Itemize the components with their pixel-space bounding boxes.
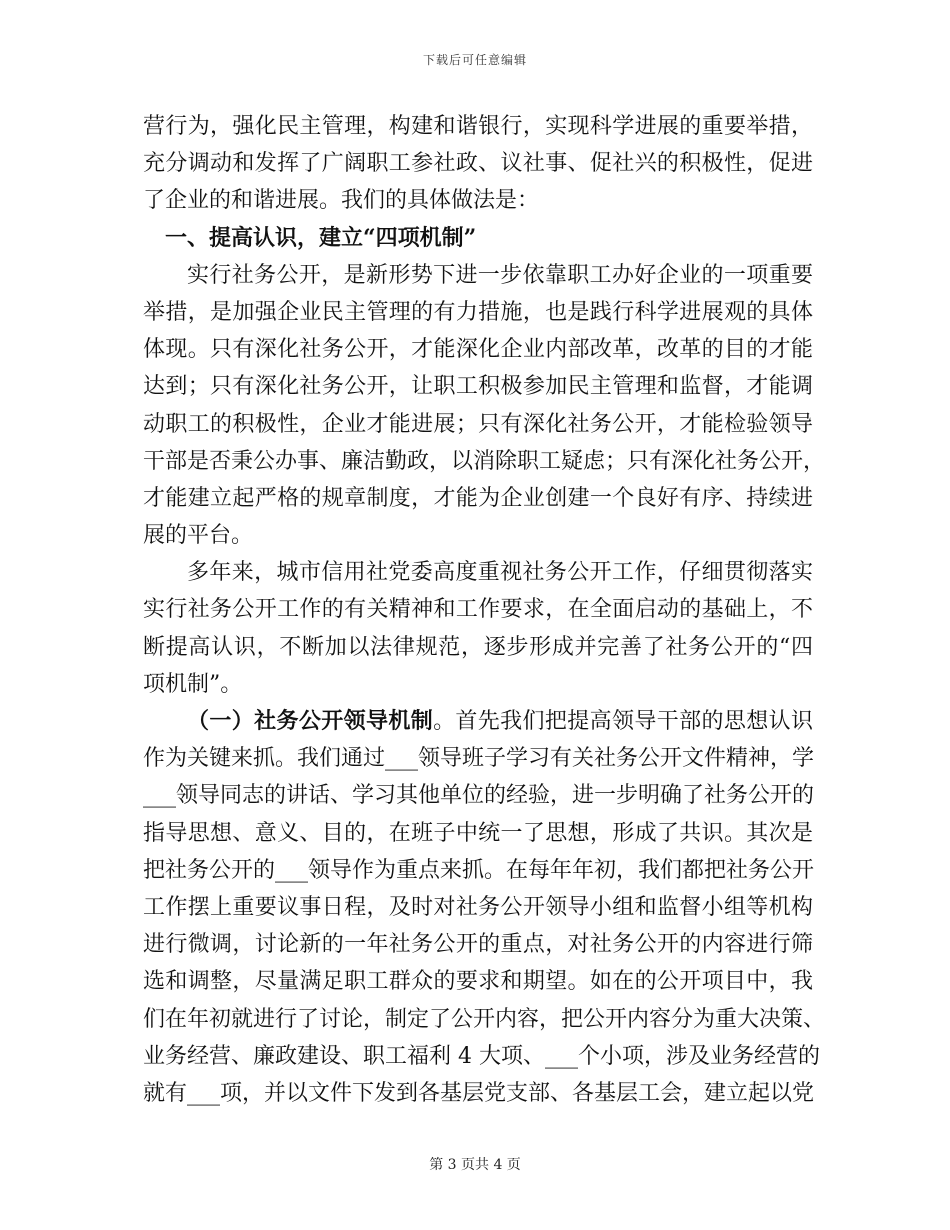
paragraph-intro-continuation <box>143 108 813 220</box>
document-body <box>143 108 826 1112</box>
text-line: 实行社务公开工作的有关精神和工作要求，在全面启动的基础上，不 <box>143 597 813 623</box>
text-line: 进行微调，讨论新的一年社务公开的重点，对社务公开的内容进行筛 <box>143 932 813 958</box>
text-line: 业务经营、廉政建设、职工福利 4 大项、___个小项，涉及业务经营的 <box>143 1043 820 1069</box>
text-line: 断提高认识，不断加以法律规范，逐步形成并完善了社务公开的“四 <box>143 634 813 660</box>
section-heading: 一、提高认识，建立“四项机制” <box>165 224 477 251</box>
page-number: 第 3 页共 4 页 <box>429 1157 521 1173</box>
text-line: 们在年初就进行了讨论，制定了公开内容，把公开内容分为重大决策、 <box>143 1006 826 1032</box>
paragraph-significance <box>143 257 826 555</box>
text-line: 干部是否秉公办事、廉洁勤政，以消除职工疑虑；只有深化社务公开， <box>143 448 826 474</box>
text-line: 才能建立起严格的规章制度，才能为企业创建一个良好有序、持续进 <box>143 485 813 511</box>
text-run: 。首先我们把提高领导干部的思想认识 <box>433 709 813 734</box>
text-line: 充分调动和发挥了广阔职工参社政、议社事、促社兴的积极性，促进 <box>143 151 813 177</box>
text-line: 达到；只有深化社务公开，让职工积极参加民主管理和监督，才能调 <box>143 374 813 400</box>
text-line: 项机制”。 <box>143 671 243 697</box>
subsection-heading: （一）社务公开领导机制 <box>187 708 434 734</box>
text-line: 选和调整，尽量满足职工群众的要求和期望。如在的公开项目中，我 <box>143 969 813 995</box>
paragraph-leadership-mechanism <box>143 703 826 1112</box>
text-line: 动职工的积极性，企业才能进展；只有深化社务公开，才能检验领导 <box>143 411 813 437</box>
text-line: 体现。只有深化社务公开，才能深化企业内部改革，改革的目的才能 <box>143 337 813 363</box>
text-line: 实行社务公开，是新形势下进一步依靠职工办好企业的一项重要 <box>187 262 813 288</box>
text-line: 展的平台。 <box>143 523 254 549</box>
text-line: 指导思想、意义、目的，在班子中统一了思想，形成了共识。其次是 <box>143 820 813 846</box>
text-line: 工作摆上重要议事日程，及时对社务公开领导小组和监督小组等机构 <box>143 894 813 920</box>
text-line: 把社务公开的___领导作为重点来抓。在每年年初，我们都把社务公开 <box>143 857 815 883</box>
text-line: 多年来，城市信用社党委高度重视社务公开工作，仔细贯彻落实 <box>187 560 813 586</box>
text-line: 营行为，强化民主管理，构建和谐银行，实现科学进展的重要举措， <box>143 114 813 139</box>
page-header: 下载后可任意编辑 <box>422 53 527 67</box>
text-line: ___领导同志的讲话、学习其他单位的经验，进一步明确了社务公开的 <box>143 783 815 809</box>
text-line: 举措，是加强企业民主管理的有力措施，也是践行科学进展观的具体 <box>143 299 813 325</box>
text-line: 了企业的和谐进展。我们的具体做法是： <box>143 188 540 214</box>
text-line: 就有___项，并以文件下发到各基层党支部、各基层工会，建立起以党 <box>143 1080 815 1106</box>
paragraph-four-mechanisms <box>143 554 813 703</box>
text-line <box>143 703 813 740</box>
text-line: 作为关键来抓。我们通过___领导班子学习有关社务公开文件精神，学 <box>143 746 815 772</box>
